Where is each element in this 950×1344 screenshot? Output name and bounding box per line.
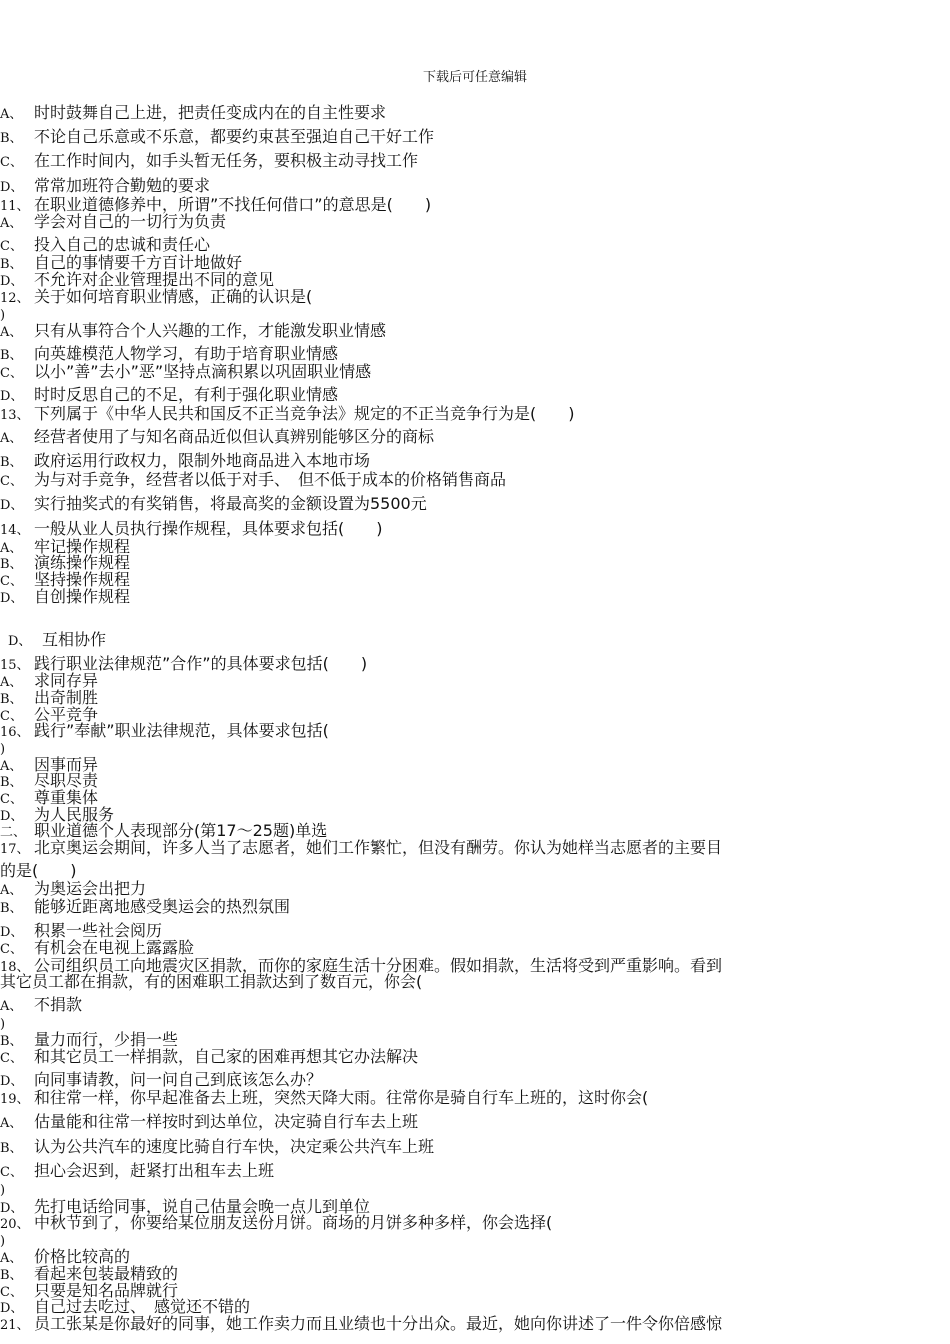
item-text: 互相协作 (42, 630, 107, 649)
doc-line (0, 152, 418, 172)
item-text: 职业道德个人表现部分(第17～25题)单选 (34, 821, 328, 840)
item-label: ) (0, 1017, 6, 1032)
doc-line (0, 996, 82, 1016)
item-text: 的是( ) (0, 861, 77, 880)
item-label: C、 (0, 942, 23, 957)
doc-line (8, 631, 106, 651)
item-text: 自己过去吃过、 感觉还不错的 (34, 1297, 251, 1316)
doc-line (0, 1180, 34, 1200)
item-label: A、 (0, 325, 23, 340)
item-text: 尊重集体 (34, 788, 99, 807)
item-text: 为与对手竞争，经营者以低于对手、 但不低于成本的价格销售商品 (34, 470, 507, 489)
item-label: D、 (0, 498, 24, 513)
item-text: 牢记操作规程 (34, 537, 131, 556)
item-text: 为人民服务 (34, 805, 115, 824)
item-label: D、 (0, 925, 24, 940)
item-label: B、 (0, 775, 23, 790)
item-label: C、 (0, 155, 23, 170)
item-text: 时时鼓舞自己上进，把责任变成内在的自主性要求 (34, 103, 387, 122)
item-label: B、 (0, 692, 23, 707)
item-label: A、 (0, 431, 23, 446)
item-label: ) (0, 742, 6, 757)
doc-line (0, 898, 290, 918)
item-label: D、 (0, 389, 24, 404)
item-label: C、 (0, 792, 23, 807)
item-label: 21、 (0, 1318, 30, 1333)
item-label: B、 (0, 1034, 23, 1049)
item-label: ) (0, 1183, 6, 1198)
item-text: 量力而行，少捐一些 (34, 1030, 179, 1049)
item-label: A、 (0, 883, 23, 898)
item-text: 价格比较高的 (34, 1247, 131, 1266)
item-label: D、 (0, 1201, 24, 1216)
item-label: D、 (0, 809, 24, 824)
item-text: 积累一些社会阅历 (34, 921, 163, 940)
item-text: 有机会在电视上露露脸 (34, 938, 195, 957)
item-label: 二、 (0, 825, 27, 840)
item-label: C、 (0, 1285, 23, 1300)
doc-line (0, 1113, 418, 1133)
item-label: 19、 (0, 1092, 30, 1107)
item-label: C、 (0, 474, 23, 489)
item-text: 践行”奉献”职业法律规范，具体要求包括( (34, 721, 329, 740)
item-text: 不捐款 (34, 995, 83, 1014)
item-text: 认为公共汽车的速度比骑自行车快，决定乘公共汽车上班 (34, 1137, 435, 1156)
doc-line (0, 386, 338, 406)
doc-line (0, 1089, 648, 1109)
doc-line (0, 495, 427, 515)
item-text: 员工张某是你最好的同事，她工作卖力而且业绩也十分出众。最近，她向你讲述了一件令你倍感惊 (34, 1314, 723, 1333)
item-label: ) (0, 308, 6, 323)
item-text: 常常加班符合勤勉的要求 (34, 176, 211, 195)
doc-line (0, 128, 434, 148)
doc-line (0, 322, 386, 342)
item-label: B、 (0, 257, 23, 272)
item-label: A、 (0, 675, 23, 690)
item-label: C、 (0, 366, 23, 381)
item-text: 能够近距离地感受奥运会的热烈氛围 (34, 897, 291, 916)
doc-line (0, 722, 329, 742)
item-text: 不论自己乐意或不乐意，都要约束甚至强迫自己干好工作 (34, 127, 435, 146)
doc-line (0, 1315, 722, 1335)
doc-line (0, 973, 422, 991)
item-label: 12、 (0, 291, 30, 306)
item-text: 时时反思自己的不足，有利于强化职业情感 (34, 385, 339, 404)
item-text: 公司组织员工向地震灾区捐款，而你的家庭生活十分困难。假如捐款，生活将受到严重影响。看到 (34, 956, 723, 975)
item-label: B、 (0, 131, 23, 146)
doc-line (0, 1214, 552, 1234)
item-label: B、 (0, 348, 23, 363)
item-label: A、 (0, 107, 23, 122)
item-text: 关于如何培育职业情感，正确的认识是( (34, 287, 313, 306)
item-text: 政府运用行政权力，限制外地商品进入本地市场 (34, 451, 371, 470)
item-text: 在工作时间内，如手头暂无任务，要积极主动寻找工作 (34, 151, 419, 170)
item-label: D、 (0, 274, 24, 289)
item-label: D、 (8, 634, 32, 649)
item-label: 16、 (0, 725, 30, 740)
item-label: A、 (0, 216, 23, 231)
item-text: 为奥运会出把力 (34, 879, 147, 898)
item-text: 在职业道德修养中，所谓”不找任何借口”的意思是( ) (34, 195, 432, 214)
item-text: 估量能和往常一样按时到达单位，决定骑自行车去上班 (34, 1112, 419, 1131)
item-text: 和其它员工一样捐款，自己家的困难再想其它办法解决 (34, 1047, 419, 1066)
item-label: B、 (0, 557, 23, 572)
item-label: D、 (0, 591, 24, 606)
doc-line (0, 177, 210, 197)
doc-line (0, 405, 575, 425)
item-label: A、 (0, 541, 23, 556)
item-text: 出奇制胜 (34, 688, 99, 707)
item-label: 18、 (0, 960, 30, 975)
item-label: D、 (0, 1074, 24, 1089)
item-text: 看起来包装最精致的 (34, 1264, 179, 1283)
item-label: C、 (0, 1051, 23, 1066)
doc-line (0, 588, 130, 608)
doc-line (0, 288, 312, 308)
item-label: B、 (0, 1268, 23, 1283)
item-label: 20、 (0, 1217, 30, 1232)
item-text: 公平竞争 (34, 705, 99, 724)
doc-line (0, 428, 434, 448)
item-text: 其它员工都在捐款，有的困难职工捐款达到了数百元，你会( (0, 972, 423, 991)
item-label: 17、 (0, 842, 30, 857)
item-text: 演练操作规程 (34, 553, 131, 572)
item-label: A、 (0, 999, 23, 1014)
item-label: 14、 (0, 523, 30, 538)
item-label: D、 (0, 1301, 24, 1316)
item-text: 因事而异 (34, 755, 99, 774)
doc-line (0, 1048, 418, 1068)
doc-line (0, 1162, 274, 1182)
item-text: 实行抽奖式的有奖销售，将最高奖的金额设置为5500元 (34, 494, 427, 513)
item-label: B、 (0, 901, 23, 916)
item-text: 担心会迟到，赶紧打出租车去上班 (34, 1161, 275, 1180)
item-text: 北京奥运会期间，许多人当了志愿者，她们工作繁忙，但没有酬劳。你认为她样当志愿者的主要目 (34, 838, 723, 857)
item-text: 自创操作规程 (34, 587, 131, 606)
item-text: 自己的事情要千方百计地做好 (34, 253, 243, 272)
item-label: A、 (0, 1251, 23, 1266)
item-label: B、 (0, 1141, 23, 1156)
item-text: 学会对自己的一切行为负责 (34, 212, 227, 231)
doc-line (0, 104, 386, 124)
item-text: 和往常一样，你早起准备去上班，突然天降大雨。往常你是骑自行车上班的，这时你会( (34, 1088, 649, 1107)
item-label: C、 (0, 709, 23, 724)
item-text: 只要是知名品牌就行 (34, 1281, 179, 1300)
item-text: 一般从业人员执行操作规程，具体要求包括( ) (34, 519, 383, 538)
item-label: A、 (0, 759, 23, 774)
item-text: 先打电话给同事，说自己估量会晚一点儿到单位 (34, 1197, 371, 1216)
item-text: 向英雄模范人物学习，有助于培育职业情感 (34, 344, 339, 363)
item-label: ) (0, 1234, 6, 1249)
item-label: A、 (0, 1116, 23, 1131)
item-text: 中秋节到了，你要给某位朋友送份月饼。商场的月饼多种多样，你会选择( (34, 1213, 553, 1232)
doc-line (0, 452, 370, 472)
item-label: D、 (0, 180, 24, 195)
doc-line (0, 839, 722, 859)
item-text: 下列属于《中华人民共和国反不正当竞争法》规定的不正当竞争行为是( ) (34, 404, 575, 423)
item-text: 投入自己的忠诚和责任心 (34, 235, 211, 254)
item-text: 经营者使用了与知名商品近似但认真辨别能够区分的商标 (34, 427, 435, 446)
item-text: 不允许对企业管理提出不同的意见 (34, 270, 275, 289)
item-text: 求同存异 (34, 671, 99, 690)
doc-line (0, 1138, 434, 1158)
item-text: 向同事请教，问一问自己到底该怎么办？ (34, 1070, 323, 1089)
item-text: 践行职业法律规范”合作”的具体要求包括( ) (34, 654, 368, 673)
item-label: 15、 (0, 658, 30, 673)
item-text: 尽职尽责 (34, 771, 99, 790)
item-label: 13、 (0, 408, 30, 423)
item-text: 以小”善”去小”恶”坚持点滴积累以巩固职业情感 (34, 362, 372, 381)
doc-line (0, 862, 77, 880)
doc-line (0, 471, 506, 491)
item-text: 坚持操作规程 (34, 570, 131, 589)
item-label: C、 (0, 574, 23, 589)
item-label: C、 (0, 239, 23, 254)
item-label: B、 (0, 455, 23, 470)
item-label: 11、 (0, 199, 30, 214)
page-header: 下载后可任意编辑 (422, 70, 527, 85)
doc-line (0, 213, 226, 233)
item-text: 只有从事符合个人兴趣的工作，才能激发职业情感 (34, 321, 387, 340)
doc-line (0, 363, 371, 383)
item-label: C、 (0, 1165, 23, 1180)
